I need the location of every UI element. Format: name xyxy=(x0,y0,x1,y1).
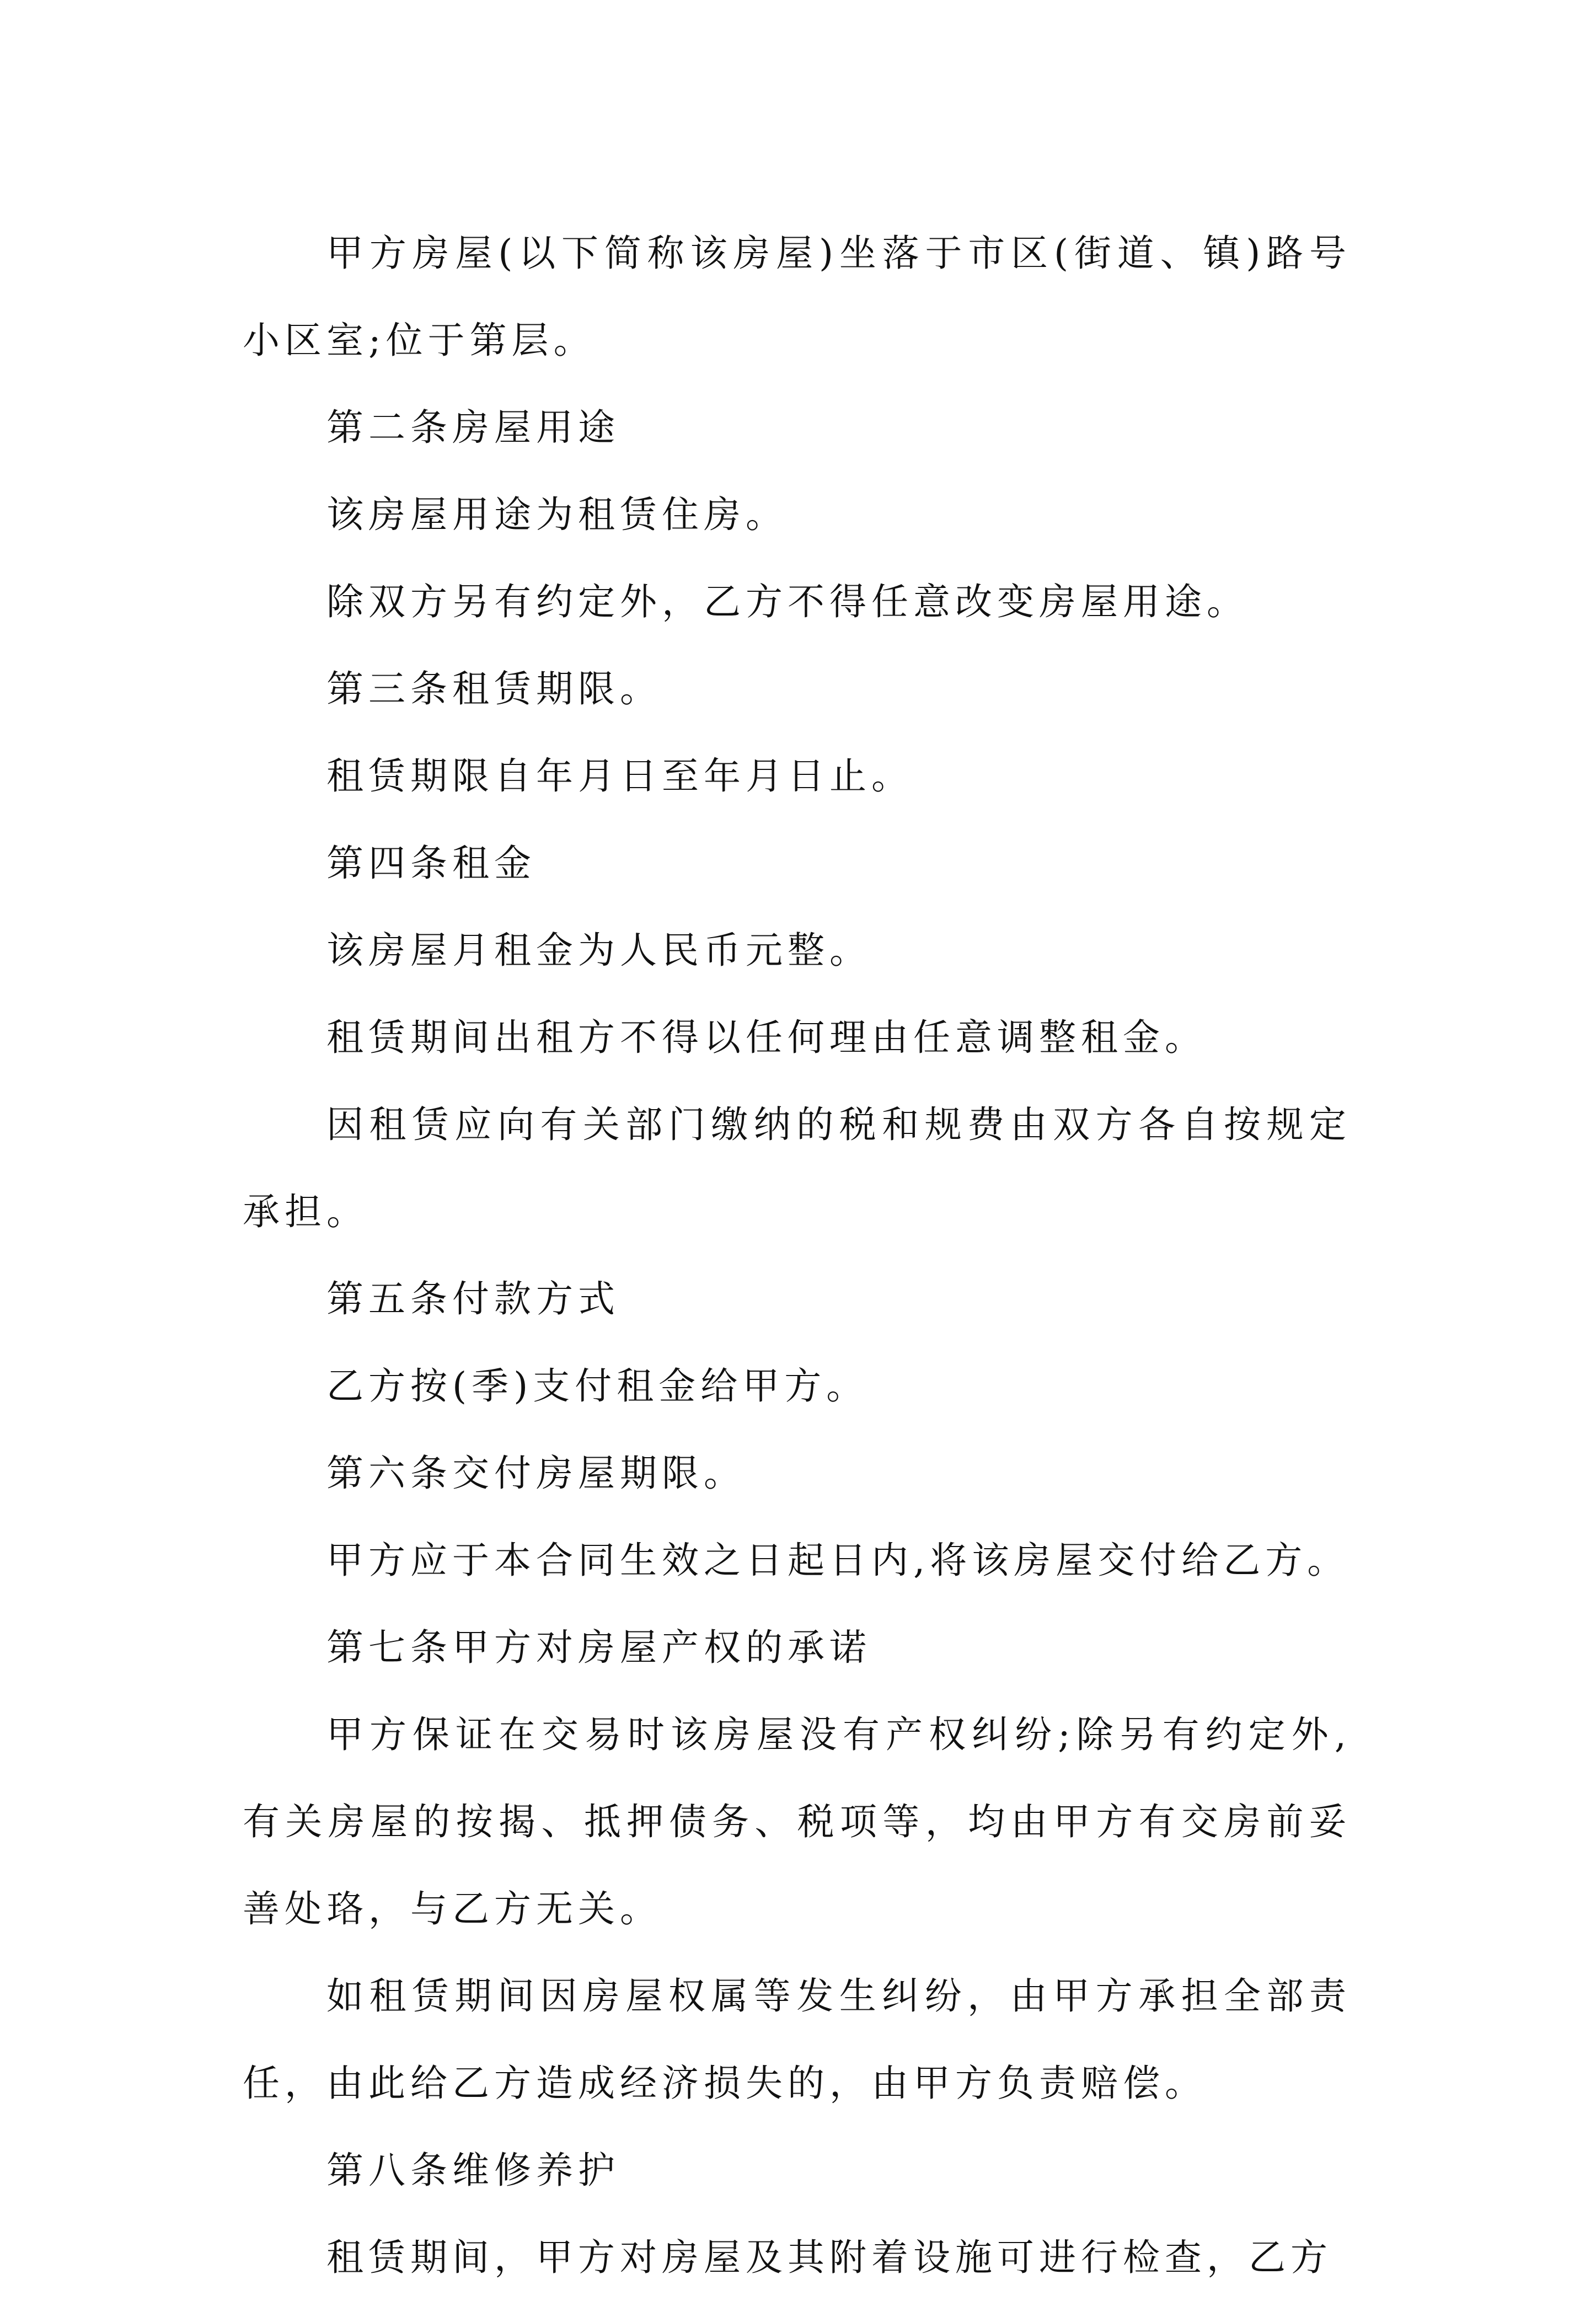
paragraph-location: 甲方房屋(以下简称该房屋)坐落于市区(街道、镇)路号小区室;位于第层。 xyxy=(243,232,1351,362)
document-body xyxy=(243,210,1351,2301)
paragraph-rent-amount: 该房屋月租金为人民币元整。 xyxy=(326,929,871,972)
heading-article-4: 第四条租金 xyxy=(326,842,536,885)
paragraph-title-guarantee: 甲方保证在交易时该房屋没有产权纠纷;除另有约定外,有关房屋的按揭、抵押债务、税项等，均由甲方有交房前妥善处珞，与乙方无关。 xyxy=(243,1713,1351,1930)
heading-article-8: 第八条维修养护 xyxy=(326,2149,620,2192)
paragraph-usage-restriction: 除双方另有约定外，乙方不得任意改变房屋用途。 xyxy=(326,580,1249,623)
paragraph-taxes: 因租赁应向有关部门缴纳的税和规费由双方各自按规定承担。 xyxy=(243,1103,1351,1233)
paragraph-lease-term: 租赁期限自年月日至年月日止。 xyxy=(326,754,913,798)
heading-article-2: 第二条房屋用途 xyxy=(326,406,620,449)
paragraph-maintenance: 租赁期间，甲方对房屋及其附着设施可进行检查，乙方 xyxy=(326,2236,1332,2279)
heading-article-5: 第五条付款方式 xyxy=(326,1277,620,1320)
paragraph-dispute-liability: 如租赁期间因房屋权属等发生纠纷，由甲方承担全部责任，由此给乙方造成经济损失的，由甲方负责赔偿。 xyxy=(243,1974,1351,2105)
paragraph-usage: 该房屋用途为租赁住房。 xyxy=(326,493,788,536)
heading-article-3: 第三条租赁期限。 xyxy=(326,667,662,710)
heading-article-6: 第六条交付房屋期限。 xyxy=(326,1452,746,1495)
paragraph-rent-fixed: 租赁期间出租方不得以任何理由任意调整租金。 xyxy=(326,1016,1207,1059)
paragraph-delivery: 甲方应于本合同生效之日起日内,将该房屋交付给乙方。 xyxy=(326,1539,1349,1582)
paragraph-payment: 乙方按(季)支付租金给甲方。 xyxy=(326,1364,869,1408)
heading-article-7: 第七条甲方对房屋产权的承诺 xyxy=(326,1626,871,1669)
